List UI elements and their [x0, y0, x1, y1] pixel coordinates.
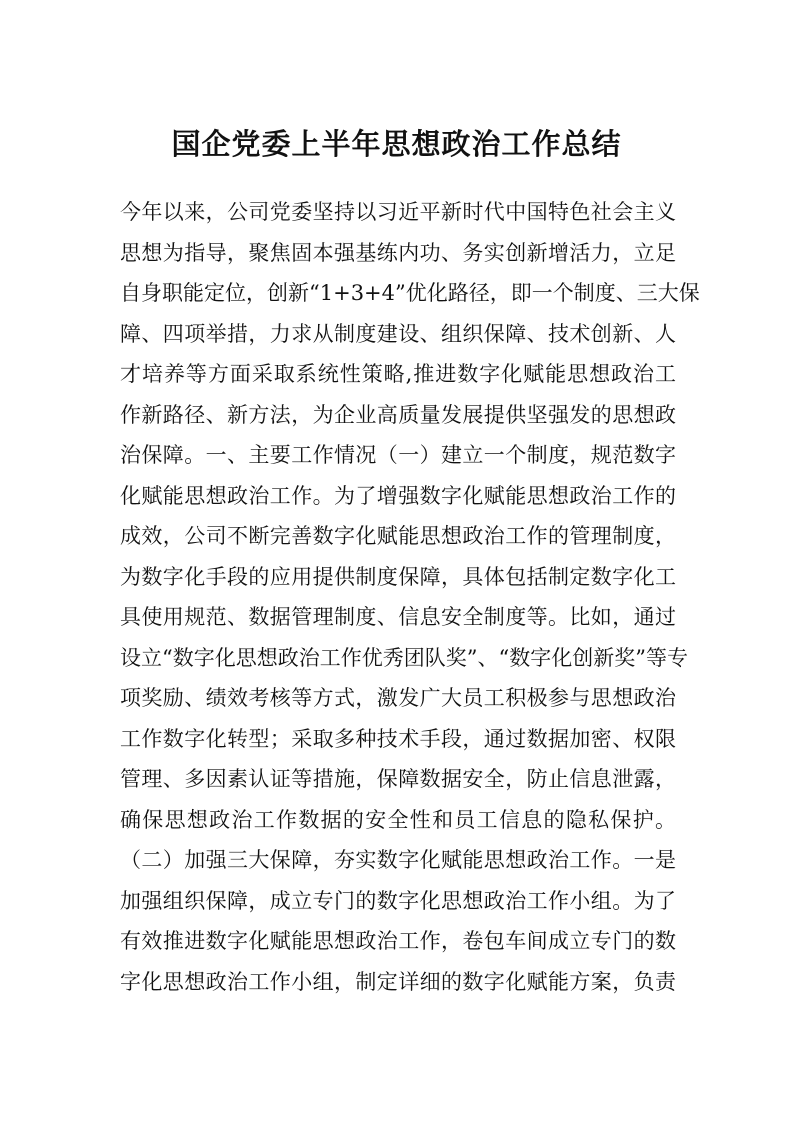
body-line: 项奖励、绩效考核等方式，激发广大员工积极参与思想政治 — [120, 686, 676, 710]
body-line: 加强组织保障，成立专门的数字化思想政治工作小组。为了 — [120, 888, 676, 913]
body-line: 成效，公司不断完善数字化赋能思想政治工作的管理制度， — [120, 524, 676, 548]
document-title: 国企党委上半年思想政治工作总结 — [171, 127, 622, 161]
body-line: 工作数字化转型；采取多种技术手段，通过数据加密、权限 — [120, 726, 676, 751]
body-line: 确保思想政治工作数据的安全性和员工信息的隐私保护。 — [120, 807, 676, 832]
body-line: 治保障。一、主要工作情况（一）建立一个制度，规范数字 — [120, 443, 676, 467]
body-line: 作新路径、新方法，为企业高质量发展提供坚强发的思想政 — [120, 402, 676, 427]
body-line: 字化思想政治工作小组，制定详细的数字化赋能方案，负责 — [120, 969, 676, 994]
body-line: 自身职能定位，创新“1+3+4”优化路径，即一个制度、三大保 — [120, 281, 700, 305]
body-line: 设立“数字化思想政治工作优秀团队奖”、“数字化创新奖”等专 — [120, 645, 688, 670]
body-line: （二）加强三大保障，夯实数字化赋能思想政治工作。一是 — [120, 848, 676, 872]
body-line: 化赋能思想政治工作。为了增强数字化赋能思想政治工作的 — [120, 483, 676, 508]
body-line: 管理、多因素认证等措施，保障数据安全，防止信息泄露， — [120, 767, 676, 791]
document-body — [120, 192, 700, 1002]
body-line: 有效推进数字化赋能思想政治工作，卷包车间成立专门的数 — [120, 929, 676, 953]
body-line: 为数字化手段的应用提供制度保障，具体包括制定数字化工 — [120, 564, 676, 589]
body-line: 具使用规范、数据管理制度、信息安全制度等。比如，通过 — [120, 605, 676, 629]
body-line: 思想为指导，聚焦固本强基练内功、务实创新增活力，立足 — [120, 240, 676, 265]
body-line: 今年以来，公司党委坚持以习近平新时代中国特色社会主义 — [120, 200, 676, 224]
body-line: 才培养等方面采取系统性策略,推进数字化赋能思想政治工 — [120, 362, 676, 386]
body-line: 障、四项举措，力求从制度建设、组织保障、技术创新、人 — [120, 321, 676, 346]
